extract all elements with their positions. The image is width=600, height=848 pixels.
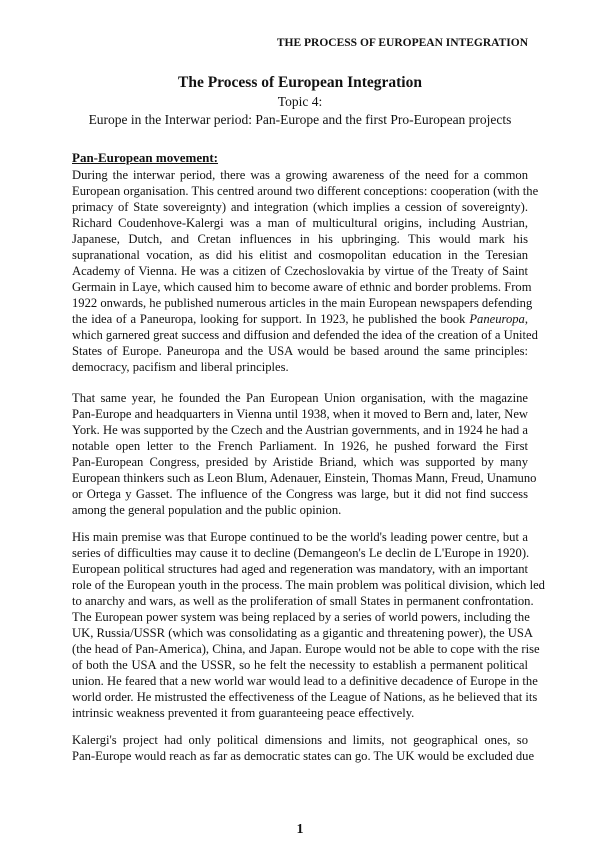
text-line: Japanese, Dutch, and Cretan influences in his upbringing. This would mark his bbox=[72, 232, 528, 246]
text-line: primacy of State sovereignty) and integration (which implies a cession of sovereignty). bbox=[72, 200, 528, 214]
text-line: series of difficulties may cause it to decline (Demangeon's Le declin de L'Europe in 1920). bbox=[72, 546, 530, 560]
text-line: York. He was supported by the Czech and the Austrian governments, and in 1924 he had a bbox=[72, 423, 528, 437]
text-line: union. He feared that a new world war would lead to a definitive decadence of Europe in the bbox=[72, 674, 538, 688]
text-line: role of the European youth in the process. The main problem was political division, which led bbox=[72, 578, 545, 592]
text-line: Pan-Europe would reach as far as democratic states can go. The UK would be excluded due bbox=[72, 749, 535, 763]
text-line: supranational vocation, as did his elitist and cosmopolitan education in the Teresian bbox=[72, 248, 528, 262]
text-line: That same year, he founded the Pan European Union organisation, with the magazine bbox=[72, 391, 528, 405]
text-line: notable open letter to the French Parliament. In 1926, he pushed forward the First bbox=[72, 439, 528, 453]
text-line: States of Europe. Paneuropa and the USA would be based around the same principles: bbox=[72, 344, 528, 358]
document-title: The Process of European Integration bbox=[178, 74, 422, 91]
text-line: During the interwar period, there was a growing awareness of the need for a common bbox=[72, 168, 528, 182]
text-line: 1922 onwards, he published numerous articles in the main European newspapers defending bbox=[72, 296, 533, 310]
text-line: UK, Russia/USSR (which was consolidating as a gigantic and threatening power), the USA bbox=[72, 626, 533, 640]
page-number: 1 bbox=[296, 822, 304, 837]
paragraph-3 bbox=[72, 529, 545, 721]
running-header: THE PROCESS OF EUROPEAN INTEGRATION bbox=[276, 37, 528, 49]
text-line: European thinkers such as Leon Blum, Adenauer, Einstein, Thomas Mann, Freud, Unamuno bbox=[72, 471, 537, 485]
text-line: Pan-Europe and headquarters in Vienna until 1938, when it moved to Bern and, later, New bbox=[72, 407, 528, 421]
document-subtitle: Europe in the Interwar period: Pan-Europe and the first Pro-European projects bbox=[88, 112, 512, 127]
text-line: Richard Coudenhove-Kalergi was a man of multicultural origins, including Austrian, bbox=[72, 216, 528, 230]
section-heading: Pan-European movement: bbox=[72, 150, 219, 165]
text-line bbox=[72, 311, 528, 327]
text-line: European organisation. This centred around two different conceptions: cooperation (with the bbox=[72, 184, 539, 198]
text-run: , bbox=[524, 312, 528, 326]
text-line: of both the USA and the USSR, so he felt the necessity to establish a permanent political bbox=[72, 658, 528, 672]
text-line: The European power system was being replaced by a series of world powers, including the bbox=[72, 610, 530, 624]
book-title: Paneuropa bbox=[469, 312, 525, 326]
text-line: world order. He mistrusted the effectiveness of the League of Nations, as he believed that its bbox=[72, 690, 538, 704]
text-line: European political structures had aged and regeneration was mandatory, with an important bbox=[72, 562, 528, 576]
paragraph-1 bbox=[72, 167, 539, 375]
paragraph-2 bbox=[72, 390, 537, 518]
text-run: the idea of a Paneuropa, looking for support. In 1923, he published the book bbox=[72, 312, 470, 326]
text-line: intrinsic weakness prevented it from guaranteeing peace effectively. bbox=[72, 706, 415, 720]
text-line: Pan-European Congress, presided by Aristide Briand, which was supported by many bbox=[72, 455, 528, 469]
text-line: (the head of Pan-America), China, and Japan. Europe would not be able to cope with the rise bbox=[72, 642, 540, 656]
text-line: His main premise was that Europe continued to be the world's leading power centre, but a bbox=[72, 530, 528, 544]
text-line: democracy, pacifism and liberal principles. bbox=[72, 360, 289, 374]
text-line: which garnered great success and diffusion and defended the idea of the creation of a United bbox=[72, 328, 538, 342]
text-line: Germain in Laye, which caused him to become aware of ethnic and border problems. From bbox=[72, 280, 532, 294]
text-line: Academy of Vienna. He was a citizen of Czechoslovakia by virtue of the Treaty of Saint bbox=[72, 264, 528, 278]
text-line: to anarchy and wars, as well as the proliferation of small States in permanent confrontation. bbox=[72, 594, 534, 608]
text-line: Kalergi's project had only political dimensions and limits, not geographical ones, so bbox=[72, 733, 528, 747]
paragraph-4 bbox=[72, 732, 535, 764]
text-line: or Ortega y Gasset. The influence of the Congress was large, but it did not find success bbox=[72, 487, 528, 501]
text-line: among the general population and the public opinion. bbox=[72, 503, 342, 517]
topic-label: Topic 4: bbox=[277, 94, 323, 109]
